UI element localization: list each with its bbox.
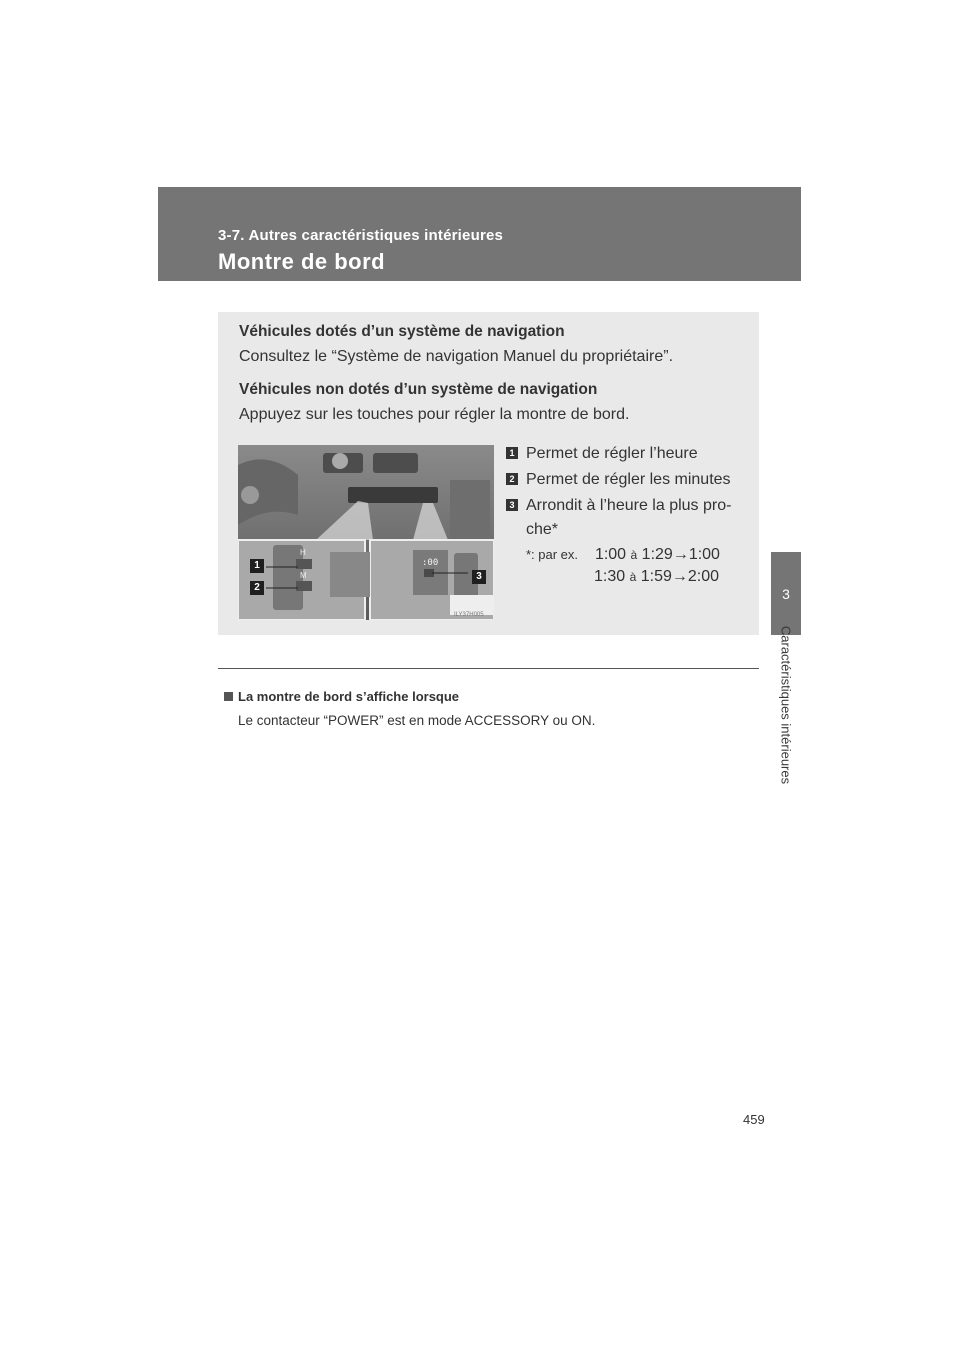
heading-without-navigation: Véhicules non dotés d’un système de navigation (239, 381, 598, 398)
arrow-right-icon: → (671, 568, 688, 585)
section-label: 3-7. Autres caractéristiques intérieures (218, 227, 504, 244)
chapter-number: 3 (782, 585, 790, 602)
example-note (526, 544, 720, 588)
callout-2: 2 (250, 581, 264, 595)
callout-1: 1 (250, 559, 264, 573)
note-time: 1:29 (641, 546, 673, 563)
page-number: 459 (743, 1112, 765, 1127)
legend-item-minutes (506, 468, 756, 492)
legend-item-round (506, 494, 756, 542)
text-without-navigation: Appuyez sur les touches pour régler la montre de bord. (239, 406, 630, 423)
section-divider (218, 668, 759, 669)
legend-text: Permet de régler les minutes (526, 471, 731, 488)
button-m-label: M (300, 571, 307, 580)
page-title: Montre de bord (218, 249, 386, 274)
legend-number: 2 (506, 473, 518, 485)
note-time: 1:00 (594, 546, 627, 563)
dashboard-illustration (238, 445, 494, 620)
heading-with-navigation: Véhicules dotés d’un système de navigation (239, 323, 565, 340)
legend-text: Permet de régler l’heure (526, 445, 698, 462)
note-line-1 (526, 544, 720, 566)
square-bullet-icon (224, 692, 233, 701)
note-time: 1:59 (640, 568, 672, 585)
note-a: à (629, 570, 637, 584)
legend-text: Arrondit à l’heure la plus pro-che* (526, 497, 732, 538)
button-h-label: H (300, 548, 306, 557)
note-time: 1:30 (594, 568, 626, 585)
legend-number: 1 (506, 447, 518, 459)
photo-code: ILY37H005 (454, 612, 484, 618)
sub-heading-text: La montre de bord s’affiche lorsque (238, 689, 460, 704)
arrow-right-icon: → (672, 546, 689, 563)
note-a: à (630, 548, 638, 562)
callout-3: 3 (472, 570, 486, 584)
note-time: 1:00 (688, 546, 720, 563)
note-prefix: *: par ex. (526, 547, 579, 562)
note-line-2 (526, 566, 720, 588)
legend-list (506, 442, 756, 544)
clock-display: :00 (422, 558, 439, 568)
note-time: 2:00 (687, 568, 720, 585)
sub-heading (224, 689, 459, 704)
legend-number: 3 (506, 499, 518, 511)
chapter-tab (771, 552, 801, 635)
chapter-label: Caractéristiques intérieures (778, 625, 794, 785)
text-with-navigation: Consultez le “Système de navigation Manuel du propriétaire”. (239, 348, 674, 365)
dashboard-clock-photo (238, 445, 494, 620)
sub-text: Le contacteur “POWER” est en mode ACCESSORY ou ON. (238, 713, 596, 728)
legend-item-hour (506, 442, 756, 466)
